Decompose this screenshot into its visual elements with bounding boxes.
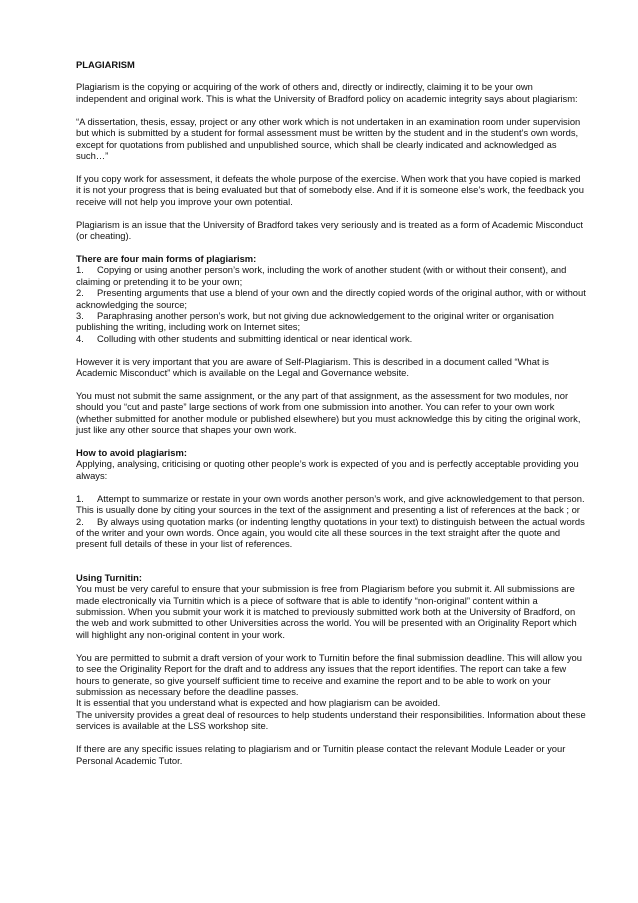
avoid-list: [76, 493, 586, 550]
policy-quote: “A dissertation, thesis, essay, project or any other work which is not undertaken in an examination room under supervision but which is submitted by a student for formal assessment must be written by the student and in the student’s own words, except for quotations from published and unpublished source, which shall be clearly indicated and acknowledged as such…”: [76, 115, 581, 161]
document-title: PLAGIARISM: [76, 59, 135, 70]
list-item-text: Attempt to summarize or restate in your own words another person’s work, and give acknowledgement to that person. This is usually done by citing your sources in the text of the assignment and presenting a list of references at the back ; or: [76, 492, 585, 516]
turnitin-heading: Using Turnitin:: [76, 571, 142, 583]
list-item: [76, 264, 586, 287]
list-item: [76, 333, 586, 344]
list-item: [76, 493, 586, 516]
forms-list: [76, 264, 586, 344]
list-item-number: 3.: [76, 309, 84, 321]
turnitin-paragraph-4: The university provides a great deal of resources to help students understand their responsibilities. Information about these services is available at the LSS workshop site.: [76, 708, 586, 732]
closing-paragraph: If there are any specific issues relating to plagiarism and or Turnitin please contact the relevant Module Leader or your Personal Academic Tutor.: [76, 743, 566, 766]
list-item-text: Colluding with other students and submitting identical or near identical work.: [97, 332, 413, 344]
list-item-text: Copying or using another person’s work, including the work of another student (with or without their consent), and claiming or pretending it to be your own;: [76, 264, 567, 287]
serious-paragraph: Plagiarism is an issue that the University of Bradford takes very seriously and is treated as a form of Academic Misconduct (or cheating).: [76, 218, 583, 241]
list-item-number: 1.: [76, 264, 84, 276]
intro-paragraph: Plagiarism is the copying or acquiring of the work of others and, directly or indirectly, claiming it to be your own independent and original work. This is what the University of Bradford policy on academic integrity says about plagiarism:: [76, 81, 578, 104]
turnitin-paragraph-3: It is essential that you understand what is expected and how plagiarism can be avoided.: [76, 697, 441, 709]
forms-heading: There are four main forms of plagiarism:: [76, 252, 257, 264]
list-item-text: By always using quotation marks (or indenting lengthy quotations in your text) to distinguish between the actual words of the writer and your own words. Once again, you would cite all these sources in the text straight after the quote and present full details of these in your list of references.: [76, 515, 585, 550]
list-item-number: 1.: [76, 492, 84, 504]
list-item-text: Presenting arguments that use a blend of your own and the directly copied words of the original author, with or without acknowledging the source;: [76, 287, 586, 310]
copy-paragraph: If you copy work for assessment, it defeats the whole purpose of the exercise. When work that you have copied is marked it is not your progress that is being evaluated but that of somebody else. And if it is someone else’s work, the feedback you receive will not help you improve your own potential.: [76, 172, 584, 207]
resubmission-paragraph: You must not submit the same assignment, or the any part of that assignment, as the assessment for two modules, nor should you “cut and paste” large sections of work from one submission into another. You can refer to your own work (whether submitted for another module or published elsewhere) but you must acknowledge this by citing the original work, just like any other source that shapes your own work.: [76, 389, 581, 436]
self-plagiarism-paragraph: However it is very important that you are aware of Self-Plagiarism. This is described in a document called “What is Academic Misconduct” which is available on the Legal and Governance website.: [76, 355, 549, 379]
list-item-number: 4.: [76, 332, 84, 344]
turnitin-paragraph-2: You are permitted to submit a draft version of your work to Turnitin before the final submission deadline. This will allow you to see the Originality Report for the draft and to address any issues that the report identifies. The report can take a few hours to generate, so give yourself sufficient time to receive and examine the report and to be able to work on your submission as necessary before the deadline passes.: [76, 651, 582, 697]
list-item-number: 2.: [76, 287, 84, 299]
list-item: [76, 516, 586, 550]
list-item: [76, 310, 586, 333]
list-item: [76, 287, 586, 310]
avoid-heading: How to avoid plagiarism:: [76, 447, 187, 459]
list-item-text: Paraphrasing another person’s work, but not giving due acknowledgement to the original writer or organisation publishing the writing, including work on Internet sites;: [76, 309, 554, 333]
avoid-intro: Applying, analysing, criticising or quoting other people’s work is expected of you and is perfectly acceptable providing you always:: [76, 458, 579, 481]
list-item-number: 2.: [76, 515, 84, 527]
turnitin-paragraph-1: You must be very careful to ensure that your submission is free from Plagiarism before you submit it. All submissions are made electronically via Turnitin which is a piece of software that is able to identify “non-original” content within a submission. When you submit your work it is matched to previously submitted work both at the University of Bradford, on the web and work submitted to other Universities across the world. You will be presented with an Originality Report which will highlight any non-original content in your work.: [76, 583, 577, 640]
